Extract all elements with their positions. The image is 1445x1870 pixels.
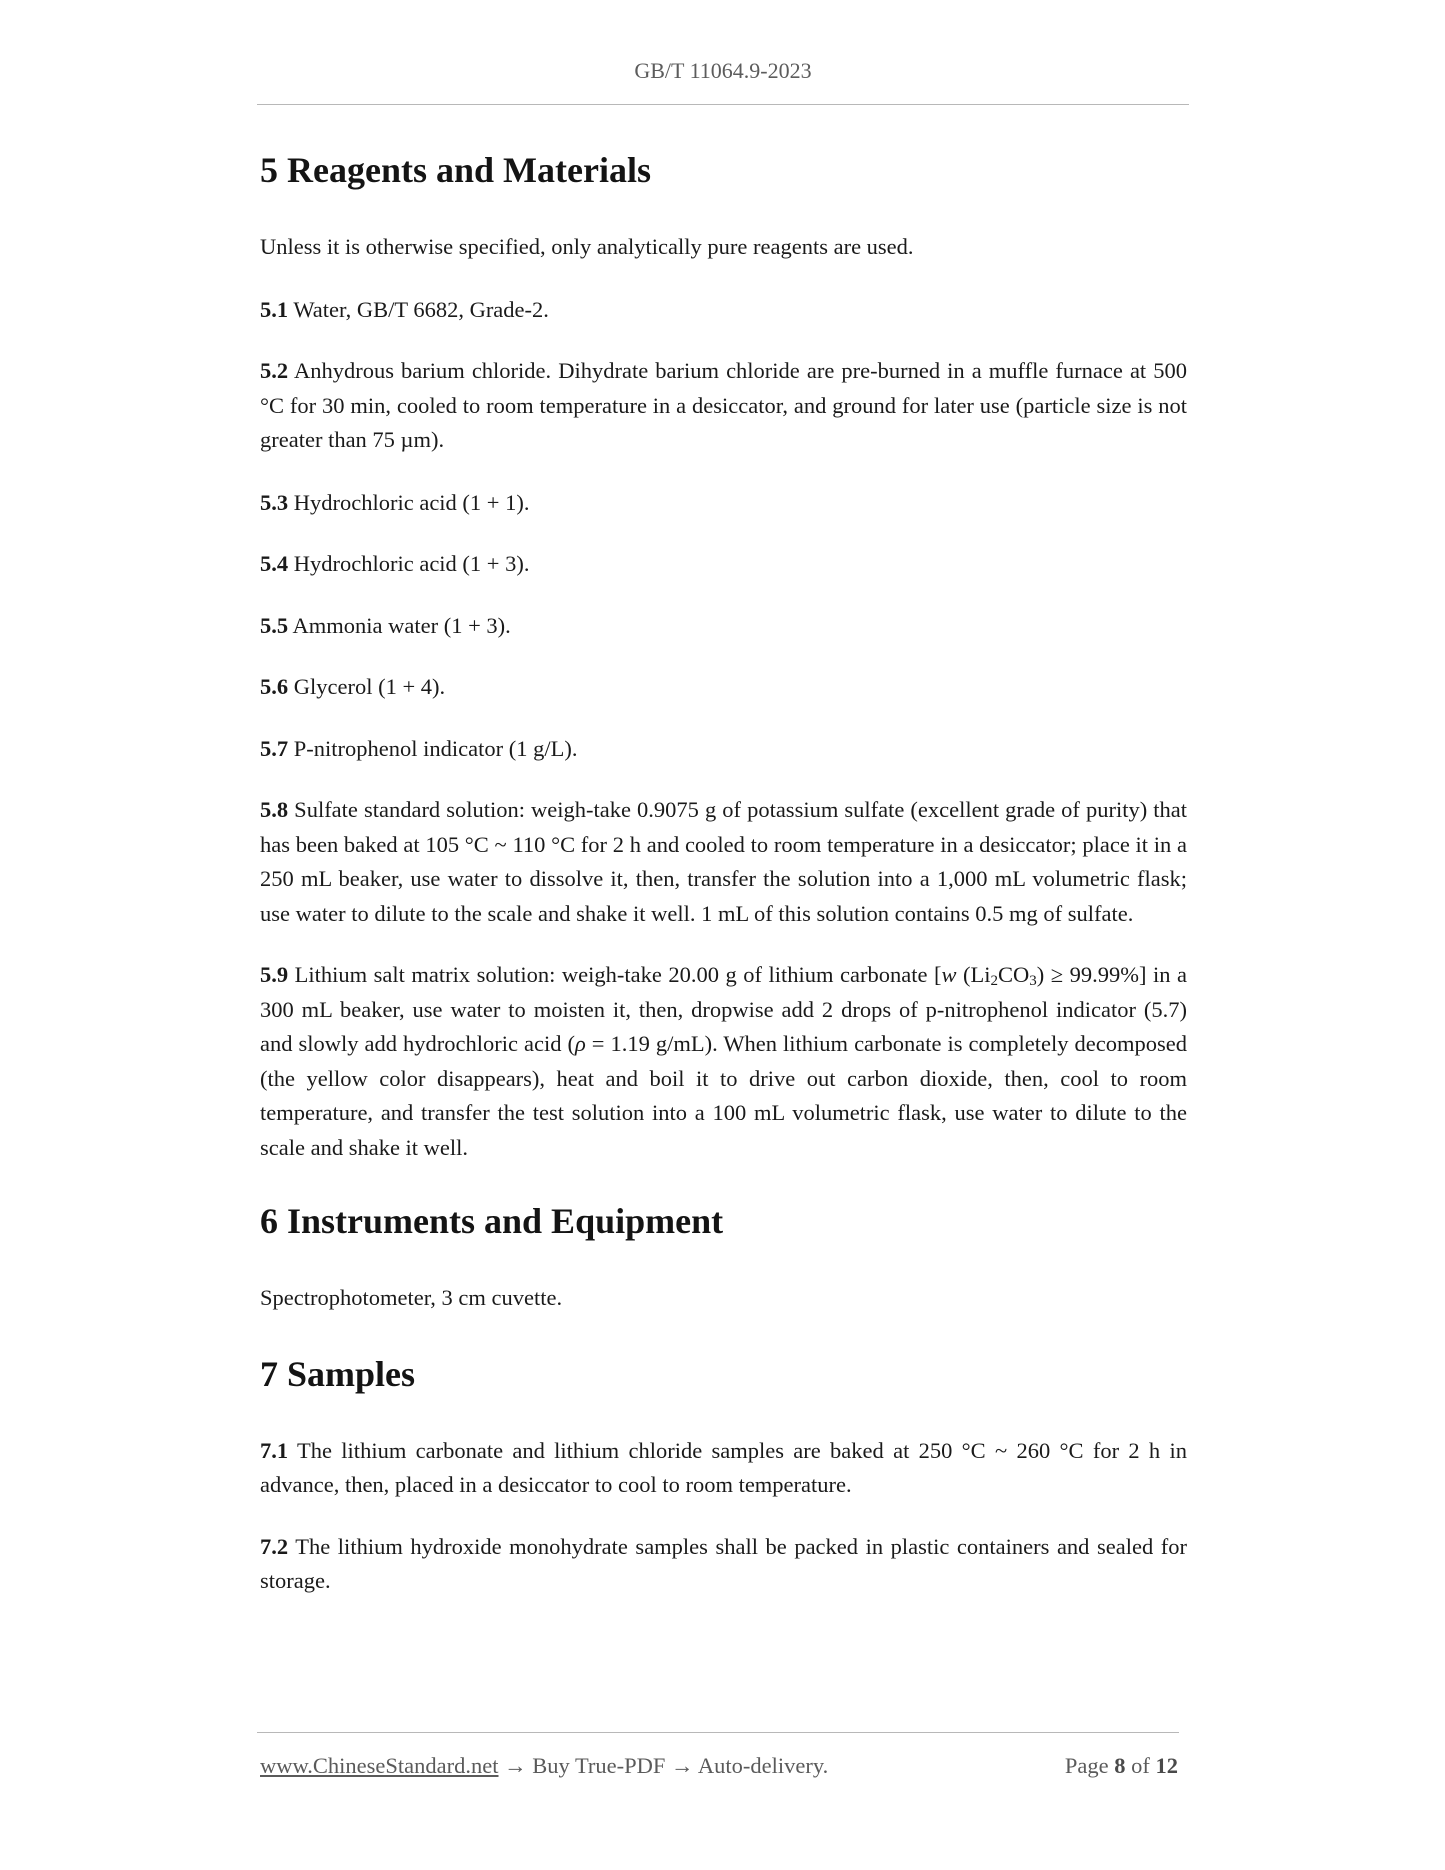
of-label: of: [1125, 1753, 1156, 1778]
clause-number: 5.8: [260, 797, 289, 822]
clause-5-7: [260, 732, 1187, 767]
clause-number: 7.1: [260, 1437, 289, 1463]
footer-divider: [257, 1732, 1179, 1733]
section-5-heading: 5 Reagents and Materials: [260, 150, 651, 190]
clause-text: Hydrochloric acid (1 + 1).: [288, 489, 530, 515]
clause-text: The lithium carbonate and lithium chloride samples are baked at 250 °C ~ 260 °C for 2 h in advance, then, placed in a desiccator to cool to room temperature.: [260, 1437, 1187, 1497]
clause-text: Ammonia water (1 + 3).: [288, 612, 511, 638]
clause-number: 5.7: [260, 735, 289, 761]
section-7-heading: 7 Samples: [260, 1353, 416, 1394]
page-label: Page: [1064, 1753, 1115, 1778]
page-number: [1065, 1753, 1178, 1779]
section-6-heading: 6 Instruments and Equipment: [260, 1201, 724, 1241]
clause-text-end: = 1.19 g/mL). When lithium carbonate is completely decomposed (the yellow color disappears), heat and boil it to drive out carbon dioxide, then, cool to room temperature, and transfer the test solution into a 100 mL volumetric flask, use water to dilute to the scale and shake it well.: [260, 1031, 1187, 1160]
page-total: 12: [1155, 1753, 1178, 1778]
clause-5-4: [260, 547, 1187, 582]
page-content: [260, 150, 1187, 1599]
density-symbol: ρ: [574, 1031, 586, 1056]
clause-number: 5.6: [260, 674, 289, 699]
website-link[interactable]: www.ChineseStandard.net: [260, 1753, 499, 1778]
footer-tagline: → Buy True-PDF → Auto-delivery.: [498, 1753, 829, 1778]
clause-text: The lithium hydroxide monohydrate samples shall be packed in plastic containers and sealed for storage.: [260, 1533, 1187, 1593]
clause-text-cont: ) ≥ 99.99%] in a 300 mL beaker, use water to moisten it, then, dropwise add 2 drops of p-nitrophenol indicator (5.7) and slowly add hydrochloric acid (: [260, 962, 1187, 1056]
clause-number: 5.2: [260, 358, 289, 383]
clause-text: P-nitrophenol indicator (1 g/L).: [288, 735, 578, 761]
clause-number: 5.9: [260, 962, 289, 987]
footer-promo: [260, 1753, 828, 1779]
clause-7-2: [260, 1530, 1187, 1599]
clause-7-1: [260, 1434, 1187, 1503]
subscript-3: 3: [1029, 973, 1037, 989]
clause-number: 7.2: [260, 1533, 289, 1559]
mass-fraction-symbol: w: [941, 962, 957, 987]
section-5-intro: Unless it is otherwise specified, only analytically pure reagents are used.: [260, 234, 914, 259]
clause-5-9: [260, 958, 1187, 1165]
clause-text: Lithium salt matrix solution: weigh-take 20.00 g of lithium carbonate [: [288, 962, 942, 987]
clause-5-6: [260, 670, 1187, 705]
clause-5-3: [260, 486, 1187, 521]
clause-number: 5.5: [260, 612, 289, 638]
clause-5-8: [260, 793, 1187, 931]
clause-text: Anhydrous barium chloride. Dihydrate barium chloride are pre-burned in a muffle furnace at 500 °C for 30 min, cooled to room temperature in a desiccator, and ground for later use (particle size is not greater than 75 µm).: [260, 358, 1187, 452]
page-current: 8: [1114, 1753, 1126, 1778]
clause-number: 5.1: [260, 296, 289, 322]
section-6-text: Spectrophotometer, 3 cm cuvette.: [260, 1285, 563, 1310]
clause-5-1: [260, 293, 1187, 328]
clause-text: Water, GB/T 6682, Grade-2.: [288, 296, 549, 322]
clause-text: Glycerol (1 + 4).: [288, 674, 446, 699]
clause-text: Sulfate standard solution: weigh-take 0.9075 g of potassium sulfate (excellent grade of purity) that has been baked at 105 °C ~ 110 °C for 2 h and cooled to room temperature in a desiccator; place it in a 250 mL beaker, use water to dissolve it, then, transfer the solution into a 1,000 mL volumetric flask; use water to dilute to the scale and shake it well. 1 mL of this solution contains 0.5 mg of sulfate.: [260, 797, 1187, 926]
clause-number: 5.4: [260, 551, 289, 576]
running-header: GB/T 11064.9-2023: [634, 58, 812, 83]
clause-text: Hydrochloric acid (1 + 3).: [288, 551, 530, 576]
subscript-2: 2: [990, 973, 998, 989]
formula-open: (Li: [956, 962, 991, 987]
clause-5-2: [260, 354, 1187, 458]
clause-5-5: [260, 609, 1187, 644]
formula-co: CO: [998, 962, 1030, 987]
header-divider: [257, 104, 1189, 105]
clause-number: 5.3: [260, 489, 289, 515]
